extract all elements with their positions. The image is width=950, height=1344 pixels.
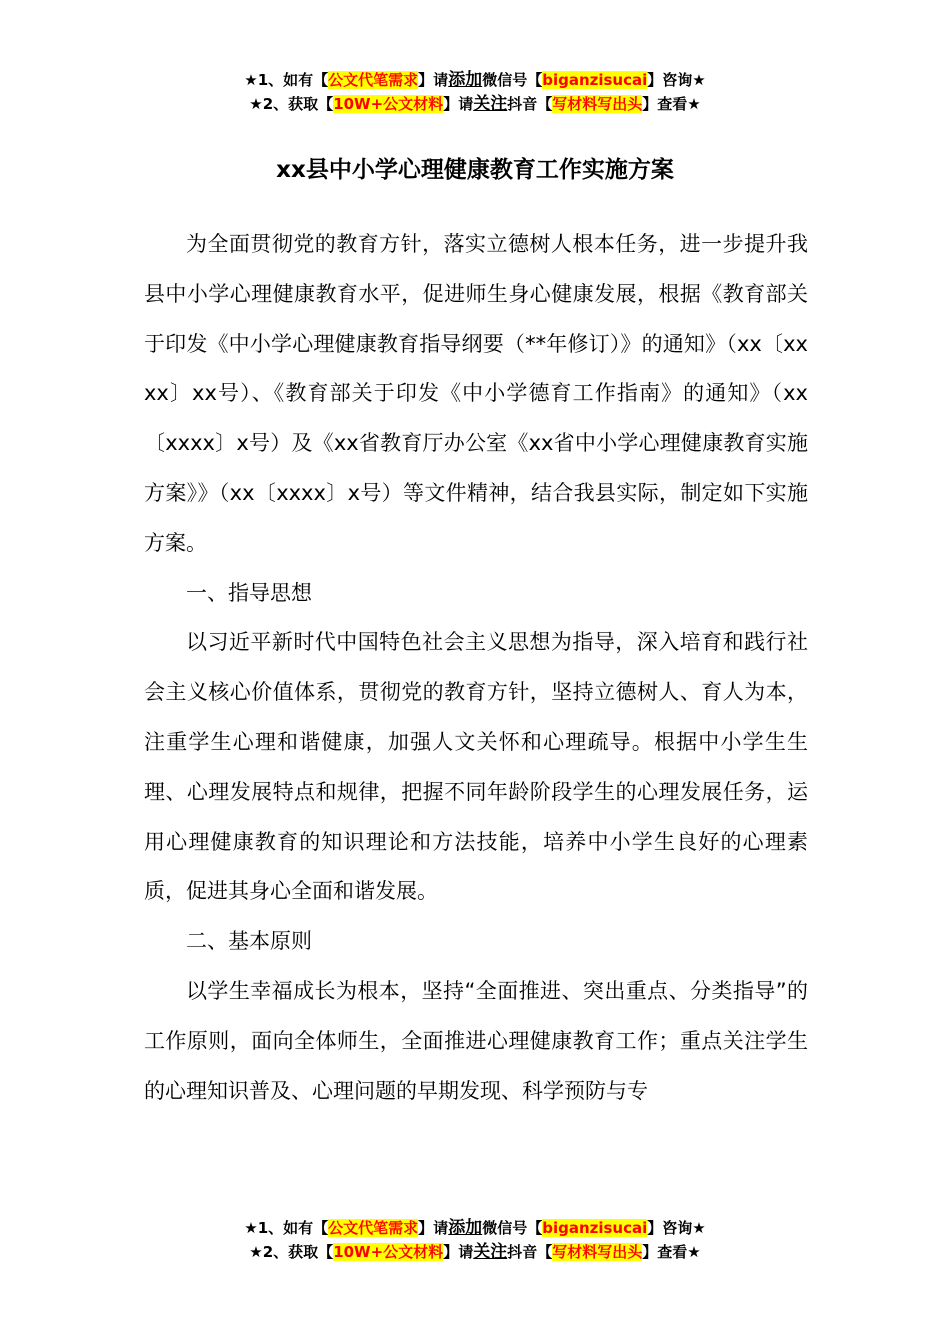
promo-text: 】查看★	[642, 95, 701, 113]
body-paragraph-guiding-ideology: 以习近平新时代中国特色社会主义思想为指导，深入培育和践行社会主义核心价值体系，贯彻党的教育方针，坚持立德树人、育人为本，注重学生心理和谐健康，加强人文关怀和心理疏导。根据中小学生生理、心理发展特点和规律，把握不同年龄阶段学生的心理发展任务，运用心理健康教育的知识理论和方法技能，培养中小学生良好的心理素质，促进其身心全面和谐发展。	[144, 630, 808, 904]
promo-highlight: biganzisucai	[542, 71, 648, 89]
promo-line-1	[0, 68, 950, 92]
promo-highlight: 写材料写出头	[552, 1243, 643, 1261]
promo-banner-bottom	[0, 1216, 950, 1264]
promo-text: ★1、如有【	[244, 71, 329, 89]
promo-text: 】请	[443, 95, 474, 113]
promo-highlight: 10W+公文材料	[333, 1243, 444, 1261]
promo-text: 】请	[418, 1219, 449, 1237]
section-heading-basic-principles: 二、基本原则	[186, 929, 312, 954]
promo-text: 】查看★	[642, 1243, 701, 1261]
document-title: xx县中小学心理健康教育工作实施方案	[276, 157, 674, 183]
promo-text: 抖音【	[507, 1243, 553, 1261]
promo-emphasis: 添加	[448, 1218, 483, 1238]
promo-highlight: 写材料写出头	[552, 95, 643, 113]
promo-text: 抖音【	[507, 95, 553, 113]
promo-line-1	[0, 1216, 950, 1240]
promo-emphasis: 添加	[448, 70, 483, 90]
promo-banner-top	[0, 68, 950, 116]
promo-line-2	[0, 92, 950, 116]
promo-text: ★1、如有【	[244, 1219, 329, 1237]
promo-text: 】请	[443, 1243, 474, 1261]
promo-text: 微信号【	[482, 1219, 543, 1237]
body-paragraph-intro: 为全面贯彻党的教育方针，落实立德树人根本任务，进一步提升我县中小学心理健康教育水平，促进师生身心健康发展，根据《教育部关于印发《中小学心理健康教育指导纲要（**年修订）》的通知》（xx〔xxxx〕xx号）、《教育部关于印发《中小学德育工作指南》的通知》（xx〔xxxx〕x号）及《xx省教育厅办公室《xx省中小学心理健康教育实施方案》》（xx〔xxxx〕x号）等文件精神，结合我县实际，制定如下实施方案。	[144, 232, 808, 555]
document-body	[144, 220, 808, 1116]
promo-highlight: 10W+公文材料	[333, 95, 444, 113]
promo-emphasis: 关注	[473, 1242, 508, 1262]
promo-text: 微信号【	[482, 71, 543, 89]
section-heading-guiding-ideology: 一、指导思想	[186, 580, 312, 605]
promo-highlight: biganzisucai	[542, 1219, 648, 1237]
promo-emphasis: 关注	[473, 94, 508, 114]
promo-text: 】咨询★	[647, 1219, 706, 1237]
promo-text: 】咨询★	[647, 71, 706, 89]
promo-line-2	[0, 1240, 950, 1264]
promo-text: 】请	[418, 71, 449, 89]
promo-highlight: 公文代笔需求	[328, 1219, 419, 1237]
promo-highlight: 公文代笔需求	[328, 71, 419, 89]
promo-text: ★2、获取【	[249, 1243, 334, 1261]
promo-text: ★2、获取【	[249, 95, 334, 113]
body-paragraph-basic-principles: 以学生幸福成长为根本，坚持“全面推进、突出重点、分类指导”的工作原则，面向全体师生，全面推进心理健康教育工作；重点关注学生的心理知识普及、心理问题的早期发现、科学预防与专	[144, 978, 808, 1103]
